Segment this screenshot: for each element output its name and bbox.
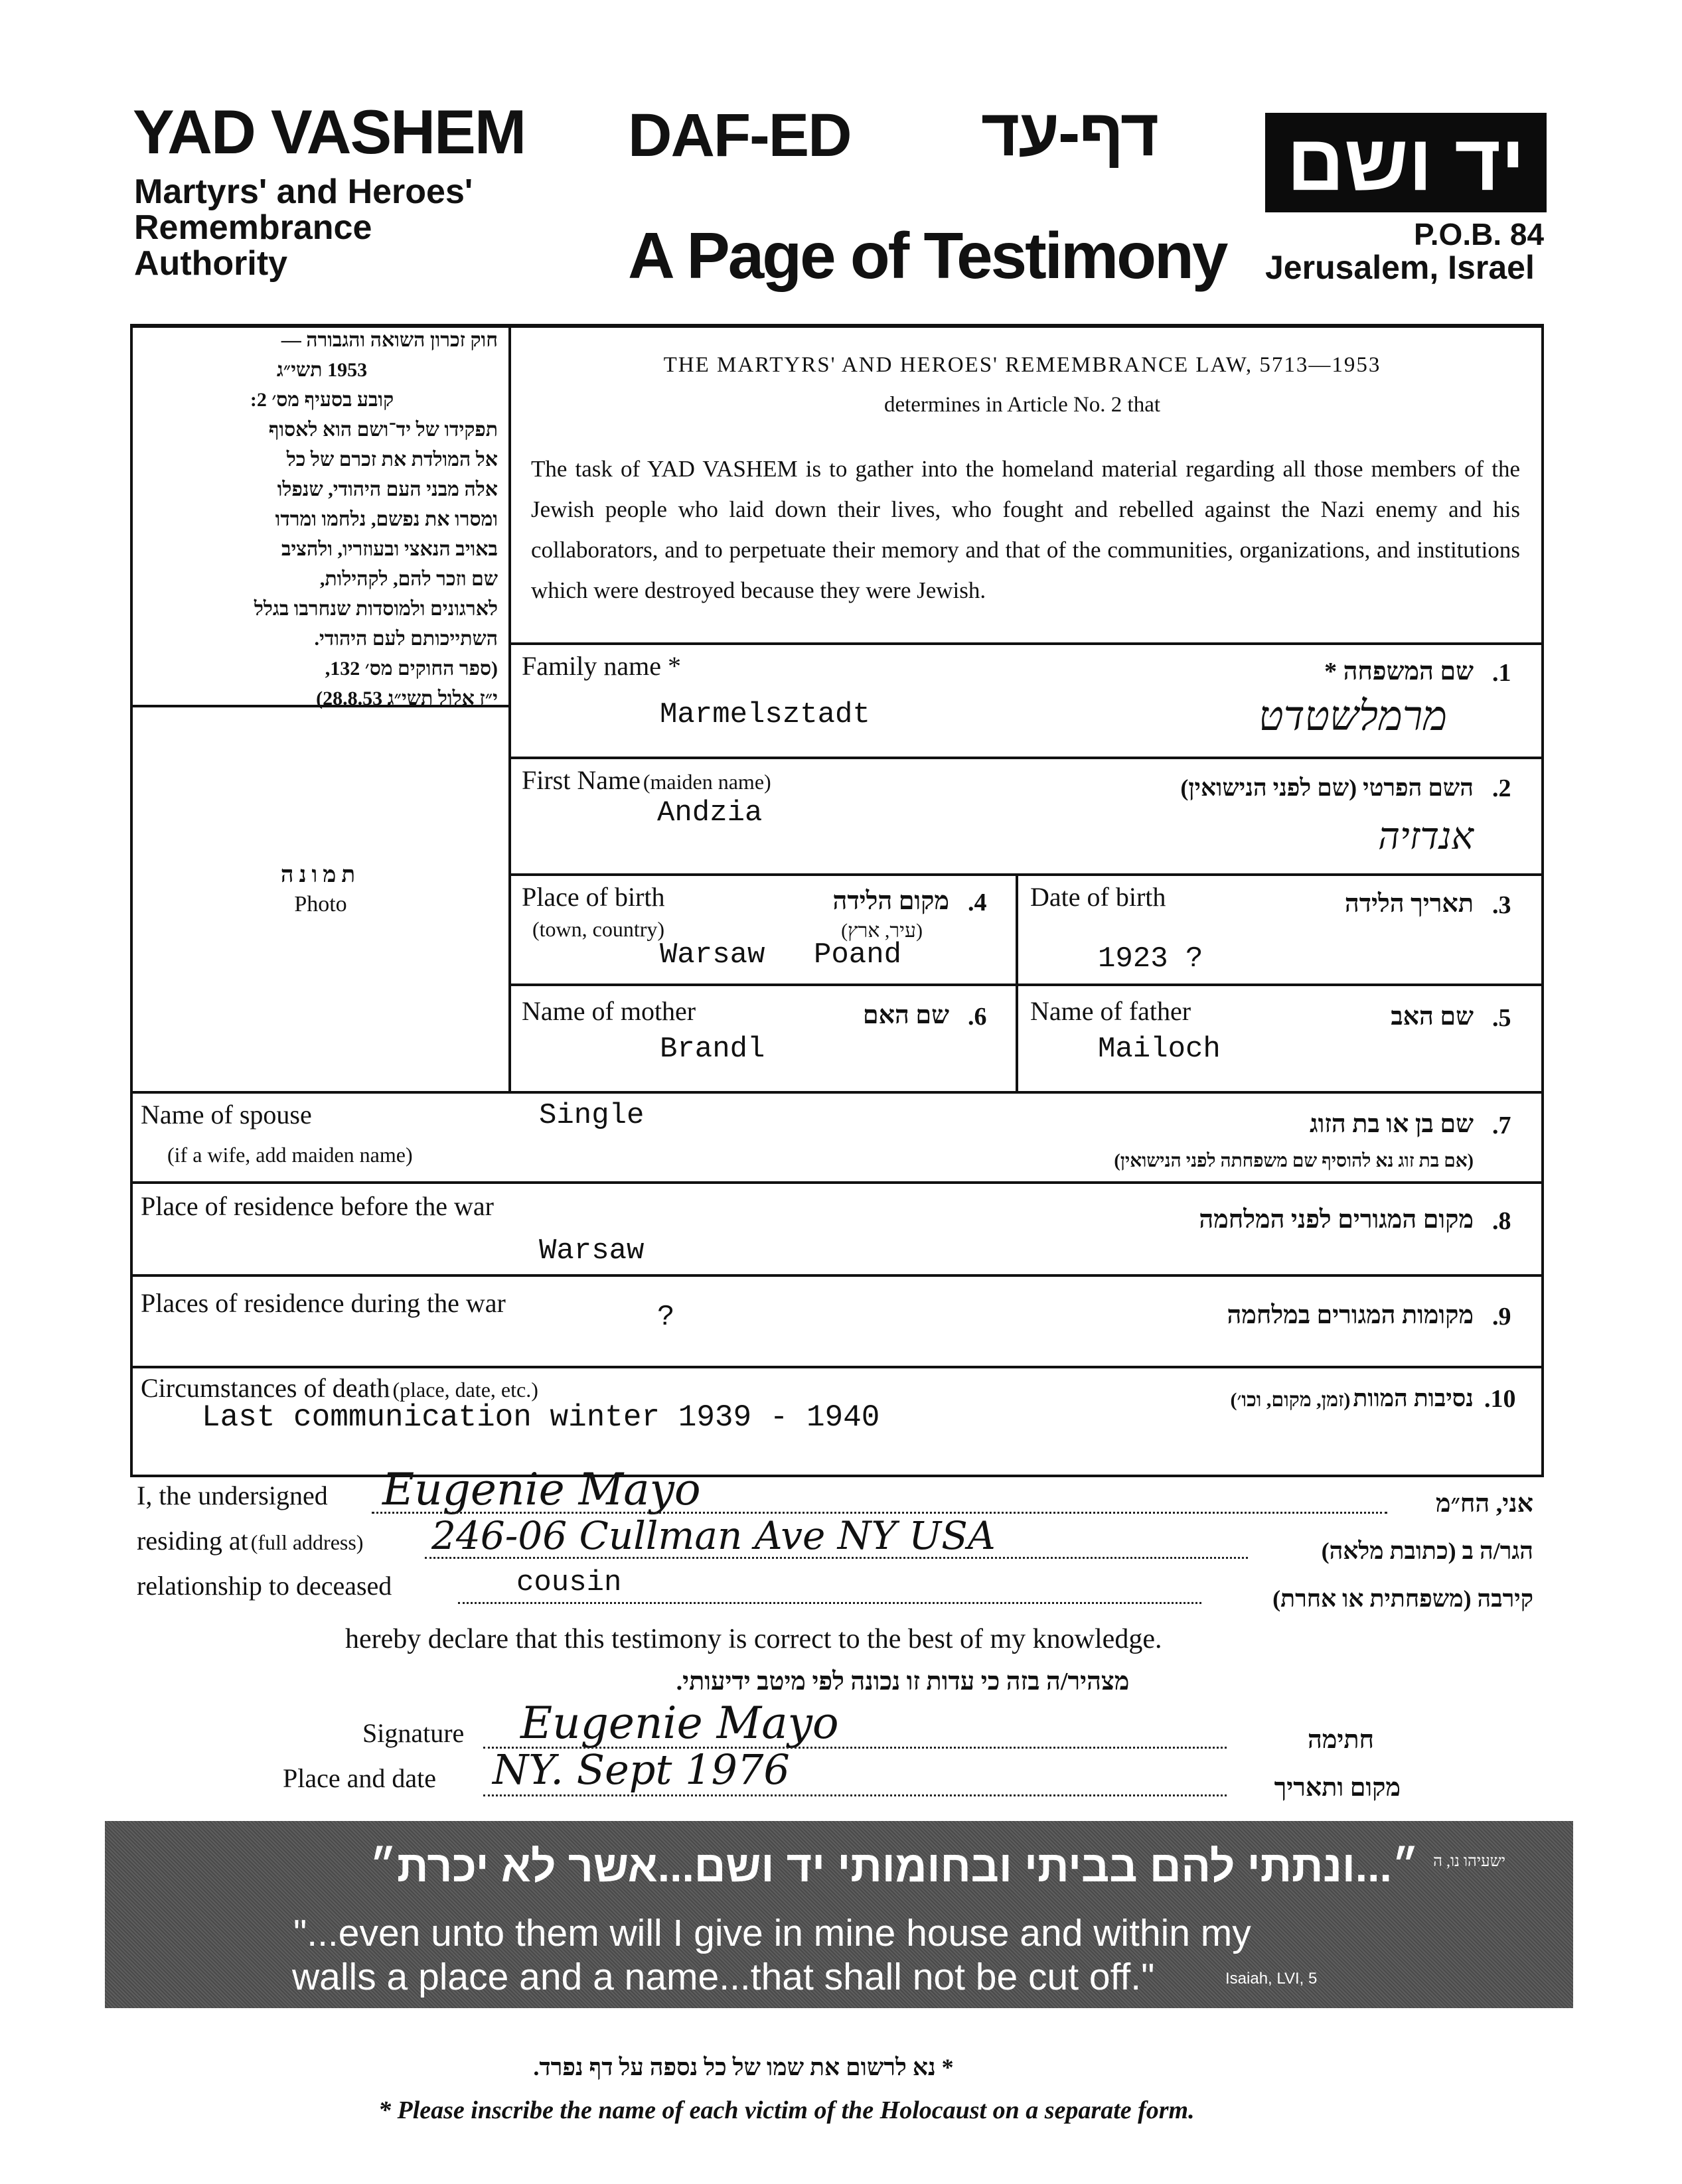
photo-hebrew: תמונה — [280, 863, 361, 887]
banner-hebrew-ref: ישעיהו נו, ה — [1433, 1853, 1505, 1870]
residence-before-hebrew: מקום המגורים לפני המלחמה — [1199, 1206, 1474, 1234]
residence-before-label: Place of residence before the war — [141, 1191, 494, 1221]
mother-num: .6 — [968, 1003, 987, 1031]
scripture-banner — [105, 1821, 1573, 2008]
org-subtitle — [134, 174, 473, 281]
death-label-group — [141, 1372, 538, 1404]
family-name-num: .1 — [1492, 659, 1511, 687]
relationship-value[interactable]: cousin — [516, 1566, 622, 1599]
relationship-hebrew: קירבה (משפחתית או אחרת) — [1272, 1585, 1533, 1612]
side-law-line: (ספר החוקים מס׳ 132, — [325, 658, 498, 680]
photo-area — [130, 863, 511, 917]
family-name-handwritten: מרמלשטדט — [1259, 692, 1447, 740]
photo-label: Photo — [294, 892, 347, 916]
side-law-line: ומסרו את נפשם, נלחמו ומרדו — [275, 508, 498, 530]
first-name-handwritten: אנדזיה — [1378, 815, 1474, 858]
mother-label: Name of mother — [522, 996, 696, 1026]
date-of-birth-hebrew: תאריך הלידה — [1344, 890, 1474, 918]
death-num: .10 — [1484, 1385, 1516, 1413]
row-divider — [508, 873, 1543, 876]
date-of-birth-num: .3 — [1492, 891, 1511, 919]
mother-value[interactable]: Brandl — [660, 1033, 765, 1066]
place-of-birth-label: Place of birth — [522, 882, 665, 912]
death-value[interactable]: Last communication winter 1939 - 1940 — [202, 1400, 880, 1435]
relationship-label: relationship to deceased — [137, 1571, 392, 1601]
place-of-birth-label-small: (town, country) — [532, 917, 665, 941]
side-law-line: 1953 תשי״ג — [276, 359, 368, 381]
side-law-text — [146, 325, 498, 713]
undersigned-label: I, the undersigned — [137, 1481, 328, 1510]
death-hebrew-small: (זמן, מקום, וכו׳) — [1230, 1389, 1351, 1411]
signature-label: Signature — [362, 1718, 465, 1748]
yad-vashem-logo: יד ושם — [1265, 113, 1547, 212]
undersigned-name[interactable]: Eugenie Mayo — [382, 1464, 701, 1515]
side-law-line: חוק זכרון השואה והגבורה — — [281, 329, 498, 351]
mother-hebrew: שם האם — [862, 1001, 949, 1029]
spouse-hebrew-small: (אם בת זוג נא להוסיף שם משפחתה לפני הנישואין) — [1114, 1151, 1474, 1171]
side-law-line: השתייכותם לעם היהודי. — [314, 628, 498, 650]
org-subtitle-line: Authority — [134, 244, 288, 283]
first-name-value[interactable]: Andzia — [657, 796, 763, 830]
place-date-line — [483, 1794, 1227, 1796]
family-name-label: Family name * — [522, 651, 681, 681]
row-divider — [508, 757, 1543, 759]
spouse-value[interactable]: Single — [539, 1099, 645, 1132]
side-law-line: אל המולדת את זכרם של כל — [286, 449, 498, 471]
side-law-line: תפקידו של יד־ושם הוא לאסוף — [268, 419, 498, 441]
spouse-label-small: (if a wife, add maiden name) — [167, 1143, 413, 1167]
row-divider — [508, 983, 1543, 986]
law-subtitle: determines in Article No. 2 that — [883, 393, 1161, 417]
place-date-label: Place and date — [283, 1763, 436, 1793]
right-border — [1541, 324, 1544, 1477]
banner-line2: walls a place and a name...that shall not be cut off." — [292, 1956, 1155, 1998]
row-divider — [130, 1091, 1543, 1094]
declaration-text: hereby declare that this testimony is correct to the best of my knowledge. — [345, 1624, 1162, 1654]
org-name: YAD VASHEM — [133, 97, 526, 167]
org-subtitle-line: Remembrance — [134, 208, 372, 247]
daf-ed-hebrew: דף-עד — [981, 96, 1158, 170]
place-date-value[interactable]: NY. Sept 1976 — [493, 1745, 790, 1794]
first-name-hebrew: השם הפרטי (שם לפני הנישואין) — [1180, 774, 1474, 801]
footer-english: * Please inscribe the name of each victim of the Holocaust on a separate form. — [378, 2096, 1195, 2124]
col-divider — [1016, 873, 1018, 1094]
residing-label-small: (full address) — [250, 1530, 364, 1554]
death-label-small: (place, date, etc.) — [392, 1378, 538, 1402]
spouse-hebrew: שם בן או בת הזוג — [1310, 1110, 1474, 1138]
father-num: .5 — [1492, 1004, 1511, 1032]
residing-line — [425, 1557, 1248, 1559]
residence-before-value[interactable]: Warsaw — [539, 1234, 645, 1268]
first-name-label-small: (maiden name) — [643, 770, 771, 794]
place-date-hebrew: מקום ותאריך — [1274, 1774, 1401, 1802]
death-hebrew-group — [996, 1384, 1474, 1412]
place-of-birth-num: .4 — [968, 889, 987, 916]
date-of-birth-label: Date of birth — [1030, 882, 1166, 912]
side-law-line: קובע בסעיף מס׳ 2: — [250, 389, 394, 411]
father-hebrew: שם האב — [1391, 1003, 1474, 1031]
residence-during-label: Places of residence during the war — [141, 1288, 506, 1318]
relationship-line — [458, 1602, 1201, 1604]
side-law-line: באויב הנאצי ובעוזריו, ולהציב — [281, 538, 498, 560]
date-of-birth-value[interactable]: 1923 ? — [1098, 942, 1203, 976]
banner-ref: Isaiah, LVI, 5 — [1225, 1970, 1318, 1988]
banner-line1: "...even unto them will I give in mine house and within my — [293, 1912, 1251, 1954]
undersigned-hebrew: אני, הח״מ — [1435, 1490, 1533, 1518]
residing-hebrew: הגר/ה ב (כתובת מלאה) — [1321, 1538, 1533, 1564]
row-divider — [130, 1274, 1543, 1277]
org-subtitle-line: Martyrs' and Heroes' — [134, 173, 473, 211]
law-body: The task of YAD VASHEM is to gather into the homeland material regarding all those members of the Jewish people who laid down their lives, who fought and rebelled against the Nazi enemy and his collaborators, and to perpetuate their memory and that of the communities, organizations, and institutions which were destroyed because they were Jewish. — [531, 456, 1520, 603]
row-divider — [130, 1366, 1543, 1368]
family-name-value[interactable]: Marmelsztadt — [660, 698, 870, 731]
spouse-num: .7 — [1492, 1112, 1511, 1139]
first-name-num: .2 — [1492, 774, 1511, 802]
residence-before-num: .8 — [1492, 1207, 1511, 1235]
signature-value[interactable]: Eugenie Mayo — [520, 1698, 839, 1749]
pob: P.O.B. 84 — [1414, 217, 1545, 252]
row-divider — [130, 1181, 1543, 1184]
banner-hebrew: ״...ונתתי להם בביתי ובחומותי יד ושם...אשר לא יכרת״ — [369, 1842, 1419, 1891]
row-divider — [508, 642, 1543, 645]
row-divider — [130, 1475, 1543, 1477]
side-right-border — [508, 324, 511, 1094]
law-title: THE MARTYRS' AND HEROES' REMEMBRANCE LAW, 5713—1953 — [663, 353, 1381, 377]
footer-hebrew: * נא לרשום את שמו של כל נספה על דף נפרד. — [533, 2054, 954, 2080]
daf-ed-title: DAF-ED — [628, 102, 851, 169]
side-left-border — [130, 324, 133, 1094]
residing-label-group — [137, 1525, 363, 1556]
page-title: A Page of Testimony — [628, 219, 1227, 292]
first-name-label: First Name — [522, 765, 641, 795]
place-of-birth-hebrew-small: (עיר, ארץ) — [841, 920, 923, 942]
side-law-line: י״ז אלול תשי״ג 28.8.53) — [316, 688, 498, 709]
side-law-line: אלה מבני העם היהודי, שנפלו — [277, 478, 498, 500]
city: Jerusalem, Israel — [1265, 249, 1535, 286]
first-name-label-group — [522, 764, 771, 796]
place-of-birth-hebrew: מקום הלידה — [832, 887, 949, 915]
side-law-line: לארגונים ולמוסדות שנחרבו בגלל — [254, 598, 498, 620]
residing-label: residing at — [137, 1526, 248, 1556]
death-label: Circumstances of death — [141, 1373, 390, 1403]
side-law-line: שם וזכר להם, לקהילות, — [319, 568, 498, 590]
address-value[interactable]: 246-06 Cullman Ave NY USA — [431, 1513, 996, 1558]
declaration-hebrew: מצהיר/ה בזה כי עדות זו נכונה לפי מיטב ידיעותי. — [676, 1668, 1130, 1696]
residence-during-num: .9 — [1492, 1303, 1511, 1331]
death-hebrew: נסיבות המוות — [1353, 1385, 1474, 1412]
father-label: Name of father — [1030, 996, 1191, 1026]
signature-hebrew: חתימה — [1307, 1726, 1374, 1754]
family-name-hebrew: שם המשפחה * — [1324, 658, 1474, 686]
father-value[interactable]: Mailoch — [1098, 1033, 1221, 1066]
place-of-birth-country[interactable]: Poand — [814, 938, 902, 972]
residence-during-value[interactable]: ? — [657, 1301, 675, 1334]
place-of-birth-town[interactable]: Warsaw — [660, 938, 765, 972]
residence-during-hebrew: מקומות המגורים במלחמה — [1227, 1301, 1474, 1329]
left-border-lower — [130, 1091, 133, 1477]
spouse-label: Name of spouse — [141, 1100, 312, 1129]
